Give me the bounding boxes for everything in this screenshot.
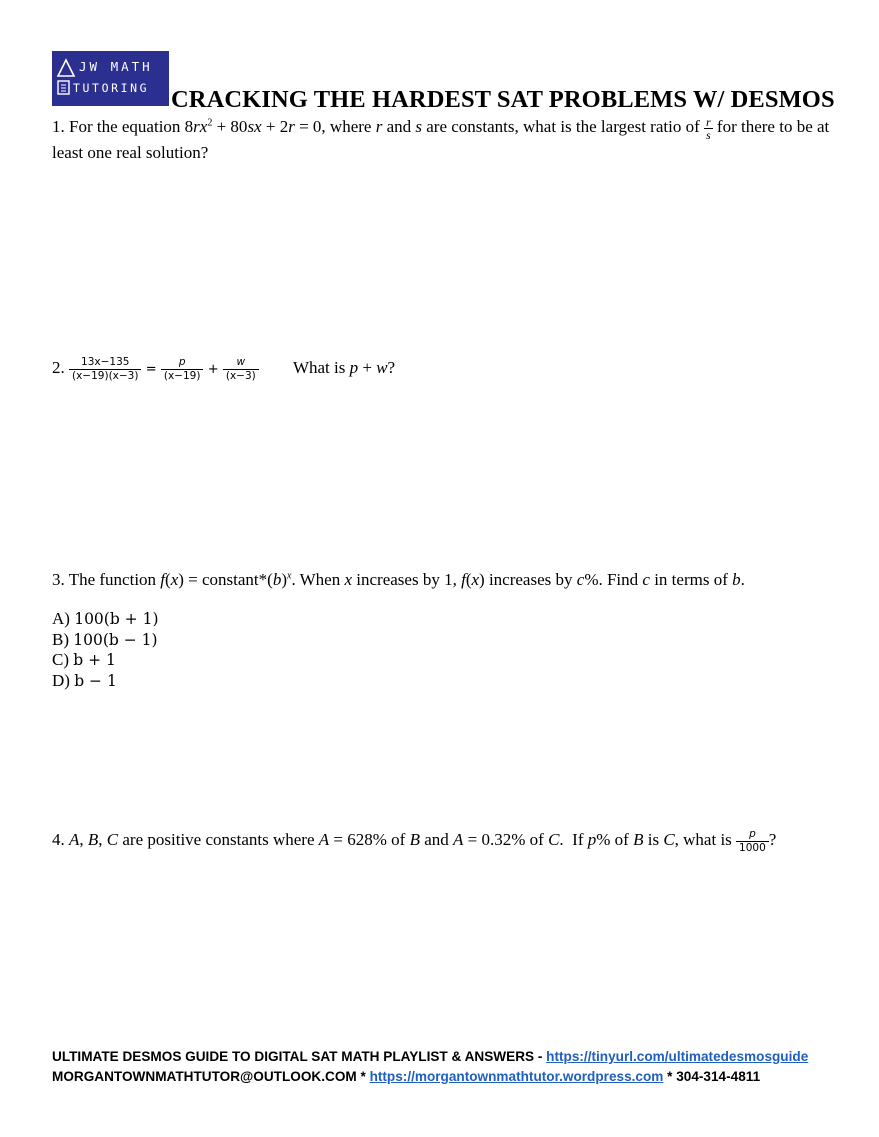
q4-var: C [548, 830, 560, 849]
q4-text: are positive constants where [118, 830, 319, 849]
q4-var: A [69, 830, 80, 849]
contact-email: MORGANTOWNMATHTUTOR@OUTLOOK.COM * [52, 1069, 370, 1084]
footer-line-1 [52, 1047, 808, 1067]
question-number: 4. [52, 830, 65, 849]
q1-var: r [288, 117, 295, 136]
fraction-numerator: p [161, 356, 204, 370]
q2-question: What is [292, 358, 350, 377]
fraction-denominator: 1000 [739, 841, 766, 854]
q4-var: A [453, 830, 464, 849]
footer-playlist-text: ULTIMATE DESMOS GUIDE TO DIGITAL SAT MATH PLAYLIST & ANSWERS - [52, 1049, 547, 1064]
equals-sign: = [145, 362, 157, 377]
fraction-p-over-1000 [736, 828, 769, 854]
q1-text: For the equation 8 [69, 117, 194, 136]
choice-a [52, 609, 159, 630]
choice-label: C) [52, 650, 69, 669]
q2-var: w [376, 358, 388, 377]
q4-text: , what is [674, 830, 737, 849]
question-3 [52, 568, 745, 592]
q4-var: C [106, 830, 119, 849]
q4-text: = 628% of [329, 830, 410, 849]
q3-text: increases by 1, [352, 570, 462, 589]
q1-var: r [375, 117, 383, 136]
question-4 [52, 828, 776, 854]
q1-exponent: 2 [207, 117, 213, 129]
logo [52, 51, 169, 106]
question-2 [52, 356, 395, 382]
q3-text: ( [165, 570, 171, 589]
choice-label: A) [52, 609, 70, 628]
playlist-link[interactable]: https://tinyurl.com/ultimatedesmosguide [546, 1049, 809, 1064]
choice-text: 100(b − 1) [73, 630, 158, 649]
q3-var: x [170, 570, 179, 589]
q3-var: b [272, 570, 282, 589]
q3-text: ) = constant*( [178, 570, 273, 589]
q3-text: ) increases by [479, 570, 577, 589]
website-link[interactable]: https://morgantownmathtutor.wordpress.com [369, 1069, 664, 1084]
q1-text: are constants, what is the largest ratio of [422, 117, 704, 136]
q1-text: = 0, where [294, 117, 376, 136]
q4-var: C [663, 830, 675, 849]
q4-text: % of [596, 830, 634, 849]
fraction-numerator: 13x−135 [69, 356, 141, 370]
q1-text: + 2 [261, 117, 289, 136]
fraction-numerator: p [736, 828, 769, 842]
fraction-denominator: s [706, 127, 711, 142]
q4-var: B [633, 830, 644, 849]
fraction-left [69, 356, 141, 382]
question-number: 2. [52, 358, 65, 377]
q4-text: = 0.32% of [463, 830, 549, 849]
page-title: CRACKING THE HARDEST SAT PROBLEMS W/ DESMOS [171, 86, 835, 113]
fraction-denominator: (x−3) [225, 369, 256, 382]
q4-text: ? [768, 830, 777, 849]
logo-line2: TUTORING [73, 81, 150, 95]
q4-var: p [587, 830, 597, 849]
q3-text: The function [68, 570, 161, 589]
answer-choices [52, 609, 159, 691]
q3-text: in terms of [649, 570, 733, 589]
footer [52, 1047, 808, 1087]
q4-text: and [419, 830, 454, 849]
q4-var: A [318, 830, 330, 849]
q2-question: + [358, 358, 377, 377]
footer-line-2 [52, 1067, 808, 1087]
choice-label: D) [52, 670, 70, 690]
ratio-fraction [704, 116, 713, 141]
q4-var: B [87, 830, 99, 849]
plus-sign: + [207, 362, 219, 377]
q4-text: , [98, 830, 107, 849]
question-number: 3. [52, 570, 65, 589]
q1-var: s [415, 117, 422, 136]
q3-exponent: x [286, 570, 292, 582]
choice-text: b − 1 [74, 671, 117, 690]
q1-text: + 80 [212, 117, 248, 136]
q1-var: rx [193, 117, 208, 136]
q3-var: c [576, 570, 585, 589]
q3-var: x [344, 570, 353, 589]
q1-text: and [382, 117, 416, 136]
fraction-w [223, 356, 259, 382]
q3-var: f [160, 570, 166, 589]
q4-text: . If [559, 830, 588, 849]
q3-var: x [471, 570, 480, 589]
choice-c [52, 650, 159, 671]
q3-text: . When [291, 570, 345, 589]
contact-phone: * 304-314-4811 [663, 1069, 761, 1084]
choice-label: B) [52, 629, 69, 649]
q4-text: is [643, 830, 664, 849]
question-number: 1. [52, 117, 65, 136]
q3-text: %. Find [584, 570, 643, 589]
q2-question: ? [387, 358, 396, 377]
q3-var: b [732, 570, 741, 589]
fraction-denominator: (x−19)(x−3) [72, 369, 139, 382]
question-1 [52, 115, 842, 165]
q3-var: f [461, 570, 466, 589]
fraction-p [161, 356, 204, 382]
q1-text: for there to be at least one real solution? [52, 117, 830, 162]
logo-line1: JW MATH [79, 59, 153, 74]
q2-var: p [349, 358, 359, 377]
q3-text: ) [281, 570, 287, 589]
q1-var: sx [247, 117, 262, 136]
fraction-numerator: r [706, 114, 711, 129]
q4-text: , [79, 830, 88, 849]
choice-text: b + 1 [73, 651, 116, 669]
choice-b [52, 630, 159, 651]
q4-var: B [409, 830, 420, 849]
choice-d [52, 671, 159, 692]
fraction-denominator: (x−19) [163, 369, 201, 382]
choice-text: 100(b + 1) [74, 610, 159, 628]
q3-var: c [642, 570, 650, 589]
fraction-numerator: w [223, 356, 259, 370]
q3-text: ( [465, 570, 472, 589]
q3-text: . [740, 570, 745, 589]
